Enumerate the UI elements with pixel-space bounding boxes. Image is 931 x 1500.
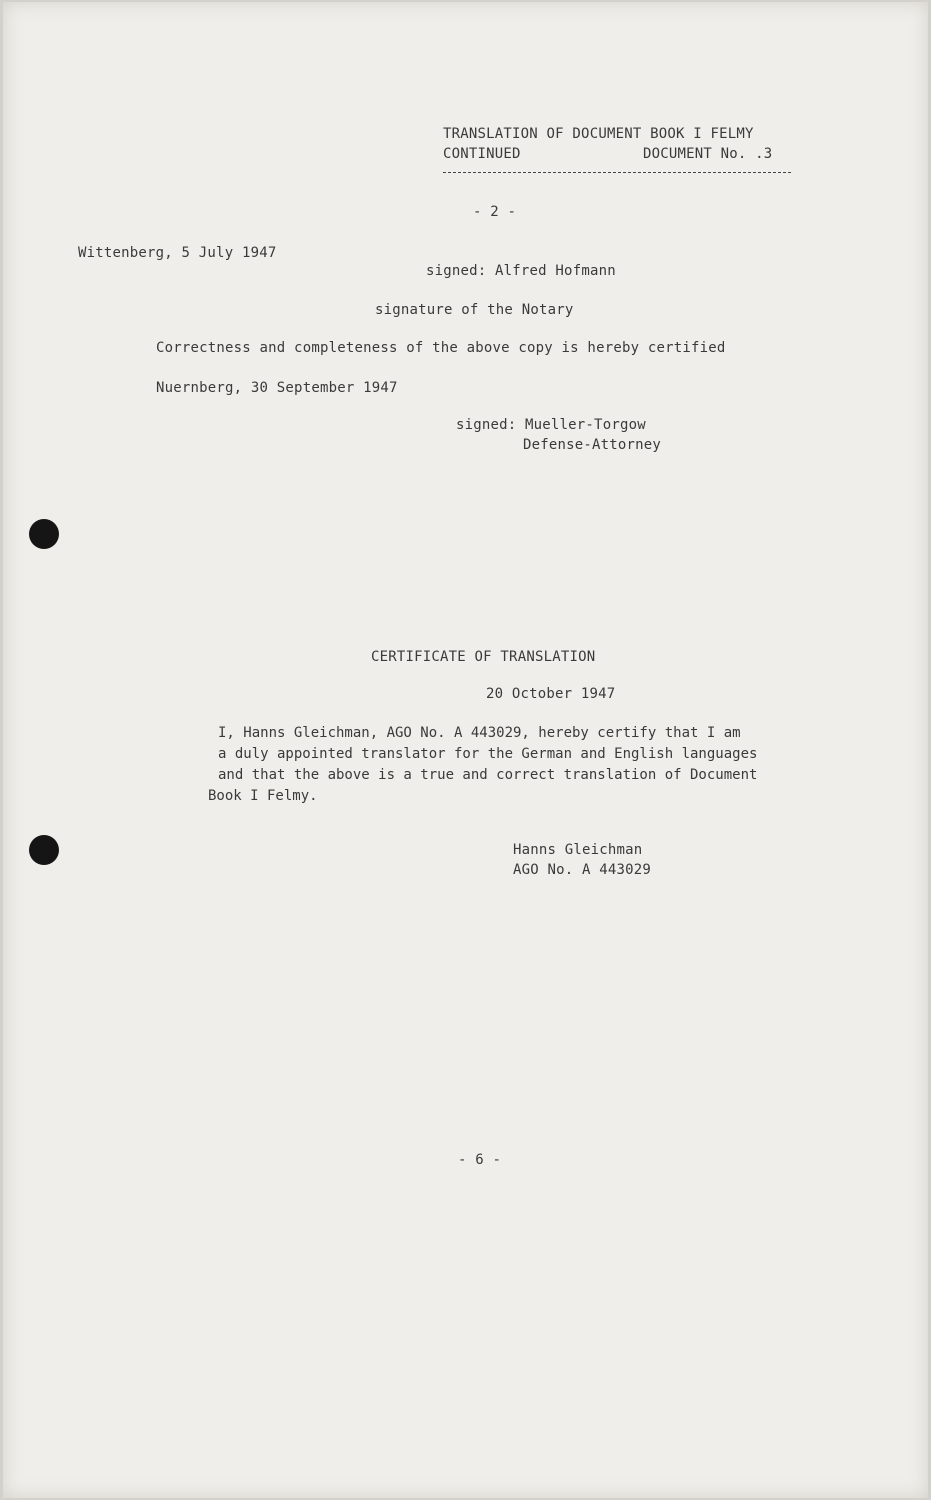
document-page: [3, 2, 928, 1498]
signed-notary: signed: Alfred Hofmann: [426, 263, 616, 279]
certificate-text: [208, 723, 848, 807]
header-continued: CONTINUED: [443, 146, 521, 162]
copy-certification: Correctness and completeness of the above copy is hereby certified: [156, 340, 726, 356]
place-date: Wittenberg, 5 July 1947: [78, 245, 277, 261]
translator-name: Hanns Gleichman: [513, 842, 643, 858]
certificate-line: a duly appointed translator for the German and English languages: [218, 746, 758, 762]
certificate-title: CERTIFICATE OF TRANSLATION: [371, 649, 596, 665]
signed-attorney: signed: Mueller-Torgow: [456, 417, 646, 433]
header-rule: [443, 172, 791, 173]
punch-hole-top: [29, 519, 59, 549]
notary-signature-label: signature of the Notary: [375, 302, 574, 318]
header-title: TRANSLATION OF DOCUMENT BOOK I FELMY: [443, 126, 754, 142]
certificate-line: and that the above is a true and correct translation of Document: [218, 767, 758, 783]
attorney-role: Defense-Attorney: [523, 437, 662, 453]
page-number-top: - 2 -: [473, 204, 517, 220]
place-date-nuernberg: Nuernberg, 30 September 1947: [156, 380, 398, 396]
header-document-number: DOCUMENT No. .3: [643, 146, 773, 162]
punch-hole-bottom: [29, 835, 59, 865]
certificate-date: 20 October 1947: [486, 686, 616, 702]
translator-ago: AGO No. A 443029: [513, 862, 652, 878]
certificate-line: Book I Felmy.: [208, 788, 318, 804]
page-number-bottom: - 6 -: [458, 1152, 502, 1168]
certificate-line: I, Hanns Gleichman, AGO No. A 443029, hereby certify that I am: [218, 725, 741, 741]
